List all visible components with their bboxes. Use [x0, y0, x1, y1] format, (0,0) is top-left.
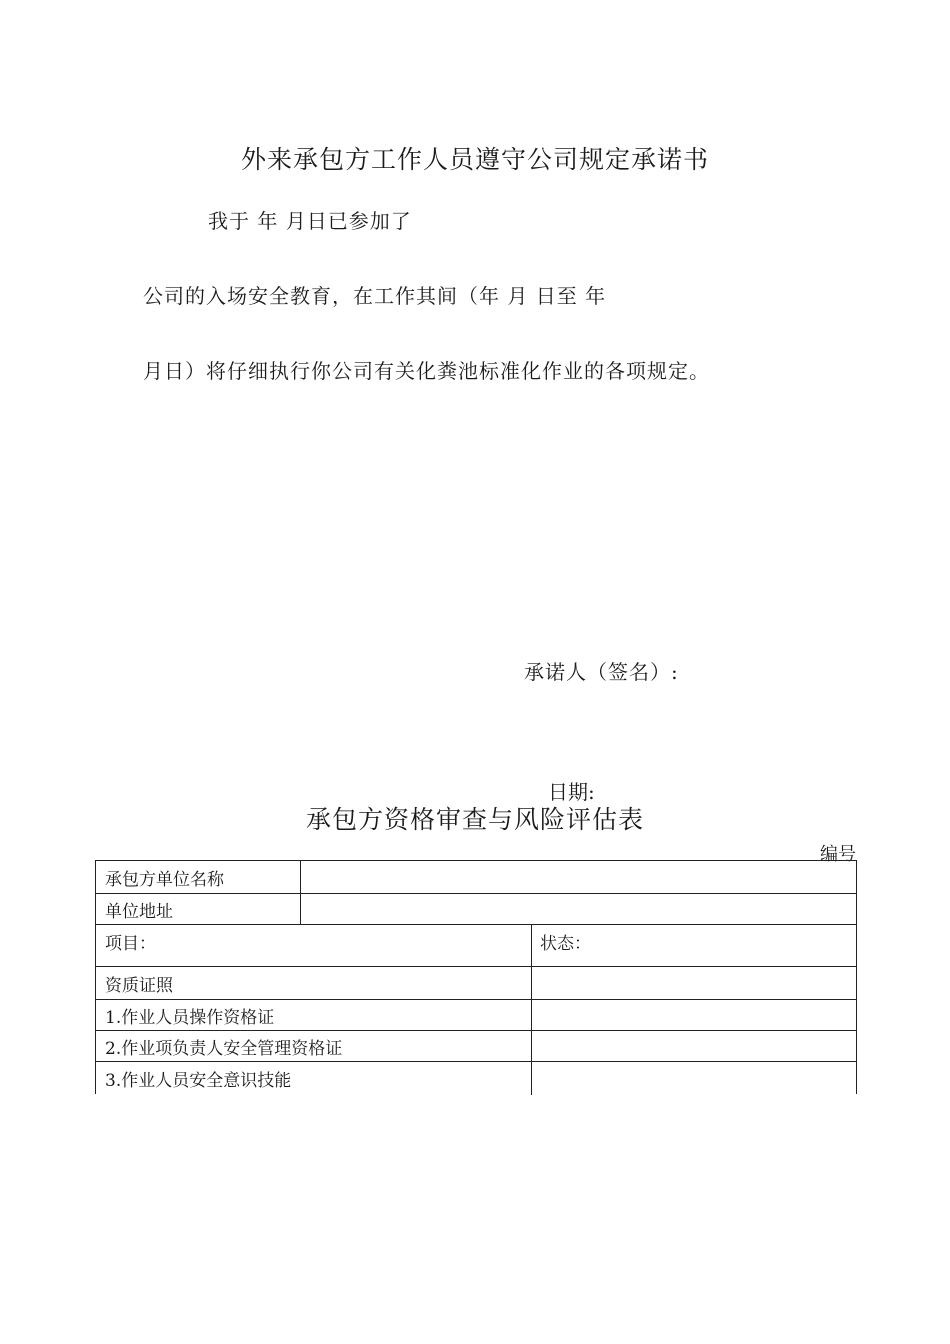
pledge-line-1: 我于 年 月日已参加了	[208, 209, 412, 233]
item-label: 1.作业人员操作资格证	[105, 1007, 275, 1028]
assessment-form-table	[95, 860, 857, 1094]
table-row	[96, 1031, 856, 1062]
date-label: 日期:	[548, 780, 595, 804]
address-row	[96, 894, 856, 925]
number-label: 编号	[820, 844, 856, 865]
item-label: 资质证照	[105, 975, 173, 996]
pledge-line-3: 月日）将仔细执行你公司有关化粪池标准化作业的各项规定。	[143, 359, 710, 383]
address-field[interactable]	[300, 894, 856, 924]
signer-label: 承诺人（签名）:	[524, 660, 679, 684]
table-row	[96, 1000, 856, 1031]
assessment-title: 承包方资格审查与风险评估表	[305, 805, 644, 834]
status-header: 状态：	[540, 934, 591, 954]
company-name-label: 承包方单位名称	[105, 869, 224, 890]
item-label: 3.作业人员安全意识技能	[105, 1071, 292, 1091]
table-row	[96, 967, 856, 1000]
company-name-field[interactable]	[300, 861, 856, 893]
table-row	[96, 1062, 856, 1095]
item-status-header-row	[96, 925, 856, 967]
address-label: 单位地址	[105, 901, 173, 922]
item-header: 项目：	[105, 934, 156, 954]
item-status-field[interactable]	[531, 1031, 856, 1061]
item-status-field[interactable]	[531, 1000, 856, 1030]
pledge-line-2: 公司的入场安全教育，在工作其间（年 月 日至 年	[143, 284, 607, 308]
item-status-field[interactable]	[531, 967, 856, 999]
pledge-title: 外来承包方工作人员遵守公司规定承诺书	[240, 145, 709, 174]
item-status-field[interactable]	[531, 1062, 856, 1095]
company-name-row	[96, 861, 856, 894]
item-label: 2.作业项负责人安全管理资格证	[105, 1038, 343, 1059]
